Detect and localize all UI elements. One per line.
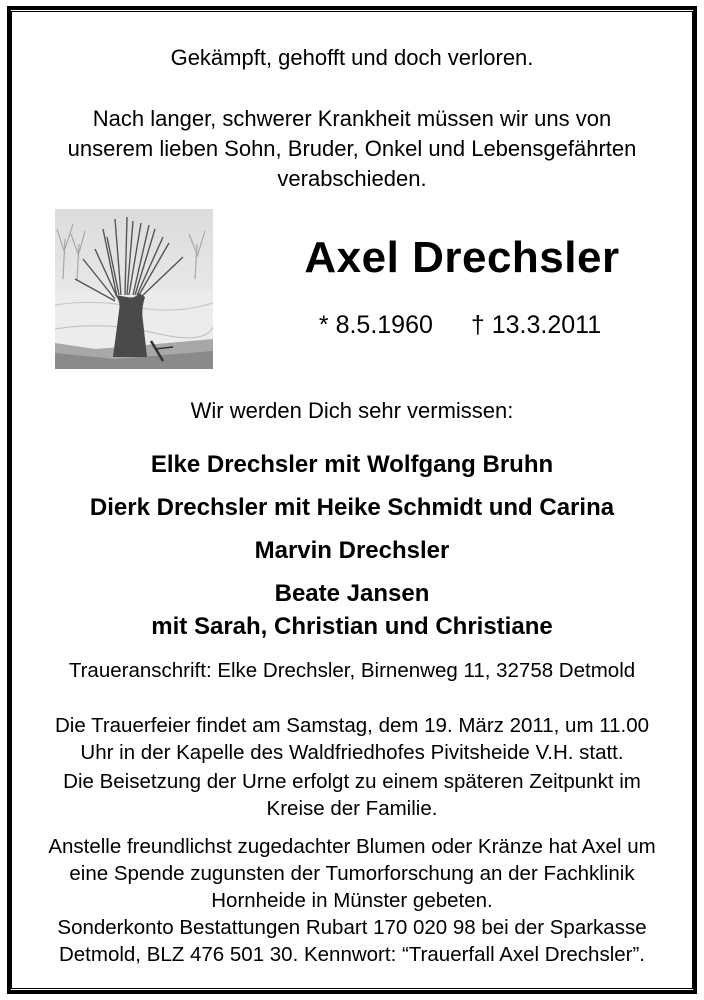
mourner-line: mit Sarah, Christian und Christiane [151,613,553,640]
birth-date: * 8.5.1960 [318,311,433,339]
intro-line: Nach langer, schwerer Krankheit müssen wir uns von [92,106,612,131]
ceremony-line: Die Trauerfeier findet am Samstag, dem 19. März 2011, um 11.00 [54,714,650,737]
donation-line: eine Spende zugunsten der Tumorforschung an der Fachklinik [69,862,635,885]
life-dates [260,308,660,342]
intro-line: unserem lieben Sohn, Bruder, Onkel und Lebensgefährten [67,136,637,161]
ceremony-line: Uhr in der Kapelle des Waldfriedhofes Pivitsheide V.H. statt. [80,741,624,764]
intro-text [0,104,704,194]
donation-line: Sonderkonto Bestattungen Rubart 170 020 98 bei der Sparkasse [57,916,647,939]
mourner-line: Elke Drechsler mit Wolfgang Bruhn [150,451,554,478]
donation-line: Anstelle freundlichst zugedachter Blumen oder Kränze hat Axel um [48,835,656,858]
mourners-list [0,448,704,643]
intro-line: verabschieden. [277,166,427,191]
farewell-line: Wir werden Dich sehr vermissen: [190,398,514,423]
donation-line: Detmold, BLZ 476 501 30. Kennwort: “Trauerfall Axel Drechsler”. [58,943,646,966]
burial-info [0,768,704,822]
mourning-address: Traueranschrift: Elke Drechsler, Birnenweg 11, 32758 Detmold [68,659,636,682]
burial-line: Die Beisetzung der Urne erfolgt zu einem späteren Zeitpunkt im [63,770,641,793]
death-date: † 13.3.2011 [470,311,602,339]
deceased-name: Axel Drechsler [304,233,620,282]
mourner-line: Beate Jansen [274,580,430,607]
mourner-line: Dierk Drechsler mit Heike Schmidt und Carina [89,494,615,521]
willow-tree-photo [55,209,213,369]
burial-line: Kreise der Familie. [266,797,438,820]
mourner-line: Marvin Drechsler [254,537,450,564]
ceremony-info [0,712,704,766]
motto: Gekämpft, gehofft und doch verloren. [170,45,534,70]
donation-info [0,833,704,968]
donation-line: Hornheide in Münster gebeten. [211,889,493,912]
